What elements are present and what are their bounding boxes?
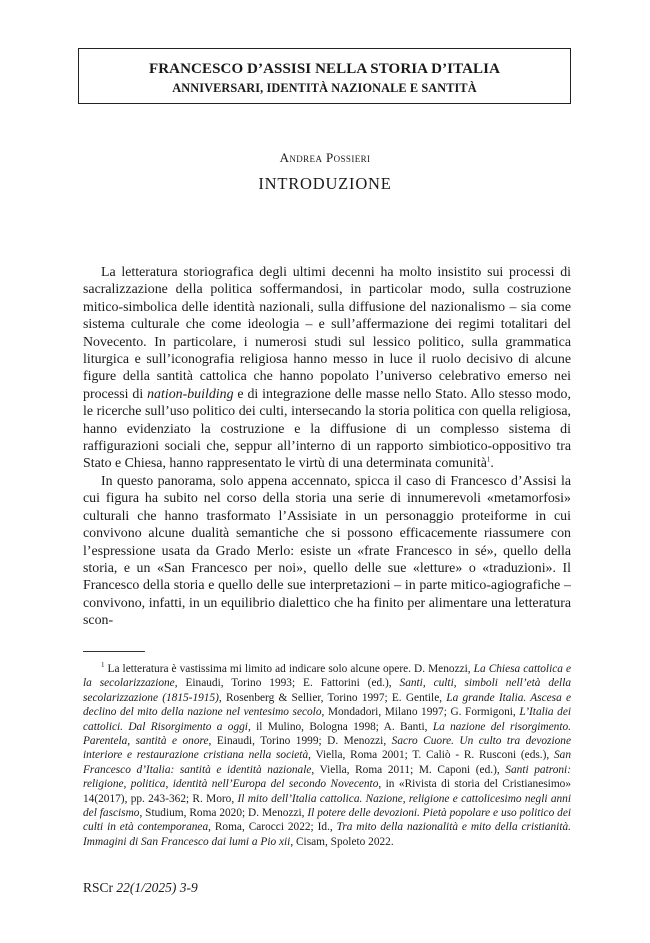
- footnote-run: , Viella, Roma 2001; T. Caliò - R. Rusconi (eds.),: [308, 749, 554, 762]
- volume-title: FRANCESCO D’ASSISI NELLA STORIA D’ITALIA: [148, 61, 501, 77]
- footnote-run: , Einaudi, Torino 1993; E. Fattorini (ed.),: [174, 677, 400, 690]
- volume-subtitle: ANNIVERSARI, IDENTITÀ NAZIONALE E SANTITÀ: [172, 81, 477, 95]
- footnote-ref[interactable]: 1: [486, 455, 491, 464]
- footnote-run: Il potere delle devozioni. Pietà popolare e uso politico dei culti in età contemporanea: [83, 807, 572, 834]
- footnote-run: , Rosenberg & Sellier, Torino 1997; E. Gentile,: [218, 691, 447, 704]
- footnote-run: La letteratura è vastissima mi limito ad indicare solo alcune opere. D. Menozzi,: [104, 663, 474, 675]
- footnote-run: , in «Rivista di storia del Cristianesimo» 14(2017), pp. 243-362; R. Moro,: [83, 778, 571, 805]
- footnote-run: La grande Italia. Ascesa e declino del mito della nazione nel ventesimo secolo: [83, 691, 571, 719]
- footnote-1: [83, 662, 571, 849]
- footnote-run: L’Italia dei cattolici. Dal Risorgimento a oggi: [83, 706, 572, 733]
- journal-abbrev: RSCr: [83, 880, 114, 895]
- footnote-run: San Francesco d’Italia: santità e identità nazionale: [83, 749, 571, 776]
- footnote-run: , Mondadori, Milano 1997; G. Formigoni,: [321, 706, 520, 719]
- footnote-run: 1: [101, 661, 105, 670]
- footnote-separator: [83, 651, 145, 652]
- footnote-run: , Cisam, Spoleto 2022.: [290, 835, 394, 848]
- journal-issue: 22(1/2025) 3-9: [116, 880, 198, 895]
- footnote-run: Tra mito della nazionalità e mito della cristianità. Immagini di San Francesco dai lumi a Pio xii: [83, 821, 571, 848]
- footnote-run: La nazione del risorgimento. Parentela, santità e onore: [83, 720, 571, 748]
- footnote-run: , Viella, Roma 2011; M. Caponi (ed.),: [311, 763, 506, 776]
- section-title: INTRODUZIONE: [258, 174, 392, 193]
- page-footer: [83, 880, 198, 896]
- footnote-run: Il mito dell’Italia cattolica. Nazione, religione e cattolicesimo negli anni del fascismo: [83, 792, 571, 820]
- footnote-run: Santi patroni: religione, politica, identità nell’Europa del secondo Novecento: [83, 763, 571, 791]
- footnote-run: Santi, culti, simboli nell’età della secolarizzazione (1815-1915): [83, 677, 572, 704]
- body-text: [83, 264, 571, 630]
- footnote-run: Sacro Cuore. Un culto tra devozione interiore e restaurazione cristiana nella società: [83, 735, 571, 762]
- footnote-run: , Studium, Roma 2020; D. Menozzi,: [139, 807, 308, 820]
- footnote-run: , Einaudi, Torino 1999; D. Menozzi,: [208, 735, 392, 748]
- title-box: [78, 48, 571, 104]
- author-name: Andrea Possieri: [279, 150, 371, 165]
- footnote-run: La Chiesa cattolica e la secolarizzazione: [83, 663, 572, 690]
- paragraph-1: La letteratura storiografica degli ultimi decenni ha molto insistito sui processi di sacralizzazione della politica soffermandosi, in particolar modo, sulla costruzione mitico-simbolica delle identità nazionali, sulla diffusione del nazionalismo – sia come sistema culturale che come ideologia – e sull’affermazione dei regimi totalitari del Novecento. In particolare, i numerosi studi sul lessico politico, sulla grammatica liturgica e sull’iconografia religiosa hanno messo in luce il ruolo decisivo di alcune figure della santità cattolica che hanno popolato l’universo celebrativo emerso nei processi di nation-building e di integrazione delle masse nello Stato. Allo stesso modo, le ricerche sull’uso politico dei culti, intersecando la storia politica con quella religiosa, hanno evidenziato la costruzione e la diffusione di un complesso sistema di raffigurazioni sociali che, seppur all’interno di un rapporto simbiotico-oppositivo tra Stato e Chiesa, hanno rappresentato le virtù di una determinata comunità$^1$.: [83, 265, 571, 472]
- footnote-run: , il Mulino, Bologna 1998; A. Banti,: [247, 720, 433, 733]
- footnote-run: , Roma, Carocci 2022; Id.,: [208, 821, 337, 834]
- paragraph-2: In questo panorama, solo appena accennato, spicca il caso di Francesco d’Assisi la cui figura ha subito nel corso della storia una serie di innumerevoli «metamorfosi» culturali che hanno trasformato l’Assisiate in un personaggio proteiforme in cui convivono alcune dualità semantiche che si possono efficacemente riassumere con l’espressione usata da Grado Merlo: esiste un «frate Francesco in sé», quello della storia, e un «San Francesco per noi», quello delle sue «letture» o «traduzioni». Il Francesco della storia e quello delle sue interpretazioni – in parte mitico-agiografiche – convivono, infatti, in un equilibrio dialettico che ha finito per alimentare una letteratura scon-: [83, 473, 571, 629]
